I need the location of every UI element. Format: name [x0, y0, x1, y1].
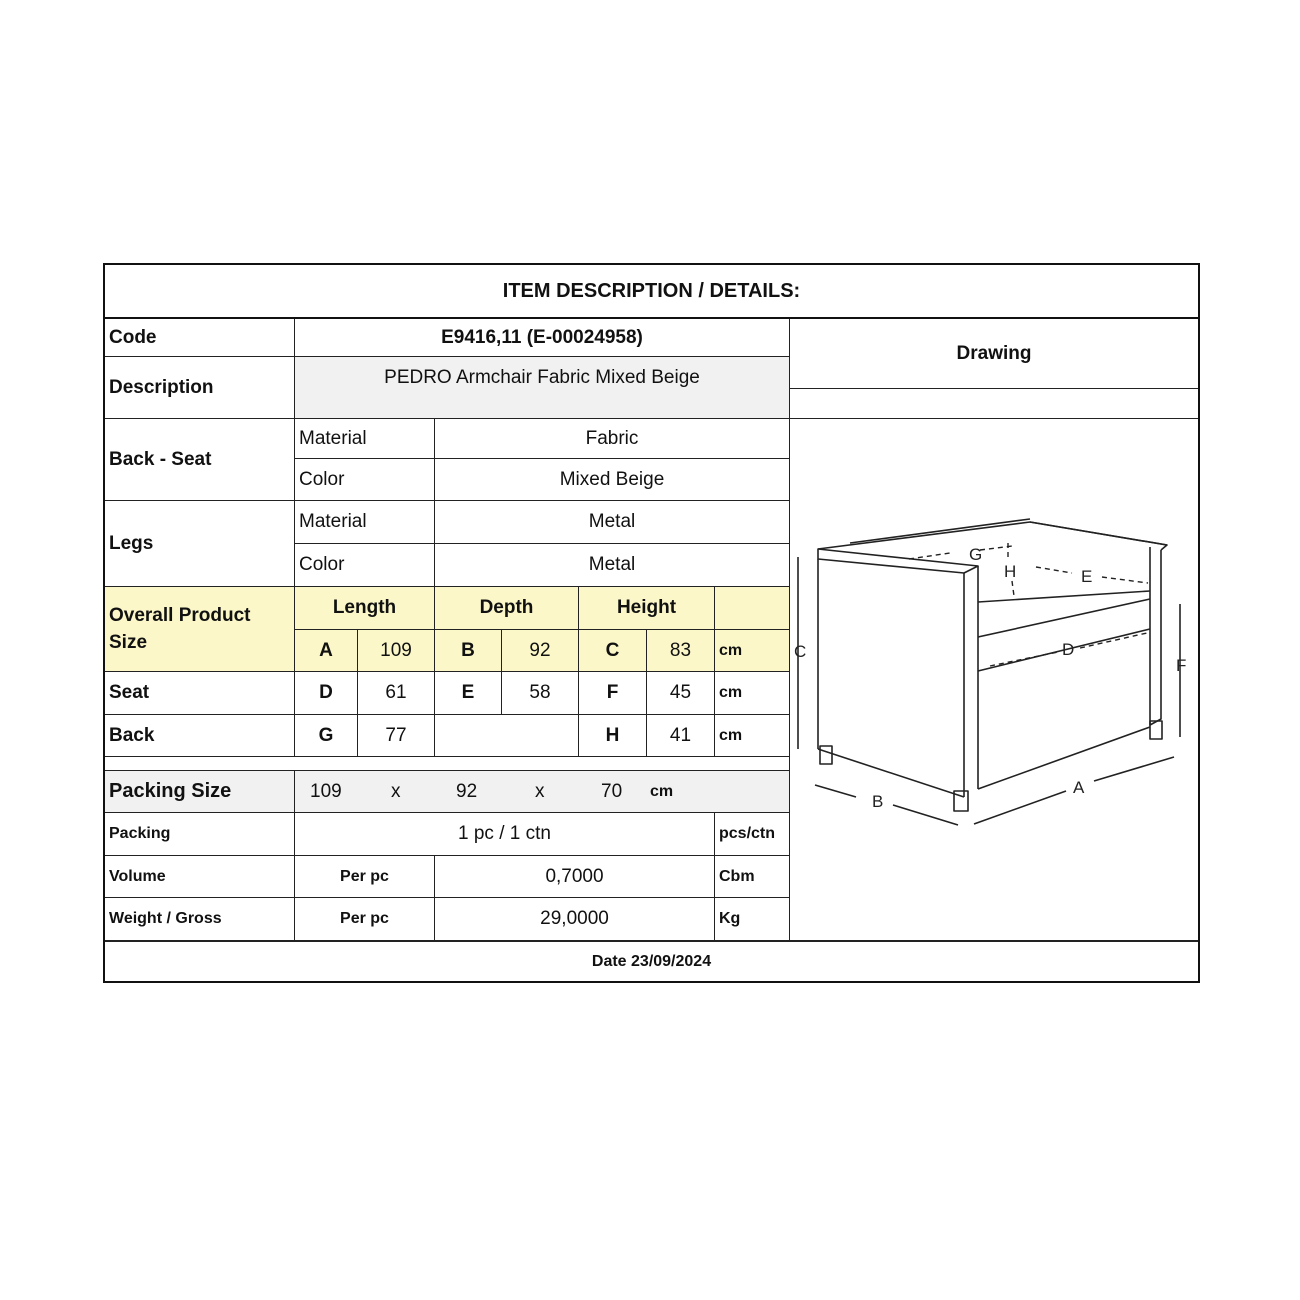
drawing-spacer: [790, 389, 1198, 419]
backrest-inner-edge: [850, 519, 1030, 543]
volume-unit: Cbm: [715, 856, 790, 898]
overall-c-value: 83: [647, 630, 715, 672]
left-arm-top: [818, 549, 978, 573]
overall-a-value: 109: [358, 630, 435, 672]
back-seat-label: Back - Seat: [105, 419, 295, 501]
overall-a-letter: A: [295, 630, 358, 672]
drawing-letter-f: F: [1176, 656, 1187, 675]
length-header: Length: [295, 587, 435, 630]
volume-value: 0,7000: [435, 856, 715, 898]
armchair-diagram: [790, 419, 1198, 941]
table-spacer: [105, 757, 790, 771]
seat-d-value: 61: [358, 672, 435, 715]
code-label: Code: [105, 319, 295, 357]
back-h-letter: H: [579, 715, 647, 757]
armchair-drawing: [790, 419, 1198, 941]
weight-per: Per pc: [295, 898, 435, 941]
left-front-leg: [820, 746, 832, 764]
back-seat-material-label: Material: [295, 419, 435, 459]
packing-size-depth: 92: [456, 780, 478, 802]
back-g-value: 77: [358, 715, 435, 757]
seat-f-value: 45: [647, 672, 715, 715]
seat-unit: cm: [715, 672, 790, 715]
description-label: Description: [105, 357, 295, 419]
height-header: Height: [579, 587, 715, 630]
dim-g-line-1: [909, 553, 950, 559]
dim-e-line-2: [1102, 577, 1148, 583]
sheet-title: ITEM DESCRIPTION / DETAILS:: [105, 265, 1198, 319]
packing-size-length: 109: [310, 780, 342, 802]
code-value: E9416,11 (E-00024958): [295, 319, 790, 357]
seat-d-letter: D: [295, 672, 358, 715]
volume-per: Per pc: [295, 856, 435, 898]
drawing-letter-d: D: [1062, 640, 1075, 659]
bottom-front-edge: [818, 749, 964, 797]
volume-label: Volume: [105, 856, 295, 898]
seat-label: Seat: [105, 672, 295, 715]
legs-material: Metal: [435, 501, 790, 544]
back-seat-material: Fabric: [435, 419, 790, 459]
weight-label: Weight / Gross: [105, 898, 295, 941]
drawing-letter-e: E: [1081, 567, 1093, 586]
drawing-letter-g: G: [969, 545, 983, 564]
legs-color-label: Color: [295, 544, 435, 587]
packing-size-values: [295, 771, 790, 813]
seat-f-letter: F: [579, 672, 647, 715]
seat-e-value: 58: [502, 672, 579, 715]
drawing-letter-c: C: [794, 642, 807, 661]
back-seat-color: Mixed Beige: [435, 459, 790, 501]
seat-front-top: [978, 599, 1150, 637]
overall-b-value: 92: [502, 630, 579, 672]
bottom-side-edge: [978, 727, 1150, 789]
drawing-letter-a: A: [1073, 778, 1085, 797]
overall-size-label: Overall Product Size: [105, 587, 295, 672]
back-h-value: 41: [647, 715, 715, 757]
date-footer: Date 23/09/2024: [105, 941, 1198, 981]
packing-size-height: 70: [601, 780, 623, 802]
legs-label: Legs: [105, 501, 295, 587]
packing-label: Packing: [105, 813, 295, 856]
packing-unit: pcs/ctn: [715, 813, 790, 856]
spec-sheet: [103, 263, 1200, 983]
dim-d-line-2: [1080, 633, 1147, 648]
dim-g-line-2: [980, 546, 1012, 550]
depth-header: Depth: [435, 587, 579, 630]
overall-c-letter: C: [579, 630, 647, 672]
legs-color: Metal: [435, 544, 790, 587]
packing-value: 1 pc / 1 ctn: [295, 813, 715, 856]
drawing-letter-h: H: [1004, 562, 1017, 581]
weight-unit: Kg: [715, 898, 790, 941]
back-seat-color-label: Color: [295, 459, 435, 501]
overall-header-blank: [715, 587, 790, 630]
dim-b-line-1: [815, 785, 856, 797]
description-value: PEDRO Armchair Fabric Mixed Beige: [295, 357, 790, 419]
seat-e-letter: E: [435, 672, 502, 715]
weight-value: 29,0000: [435, 898, 715, 941]
right-arm-side: [1150, 547, 1161, 725]
back-label: Back: [105, 715, 295, 757]
right-arm-top: [1030, 522, 1167, 550]
dim-h-line-2: [1012, 581, 1014, 596]
seat-back-line: [978, 591, 1150, 602]
packing-size-label: Packing Size: [105, 771, 295, 813]
packing-size-x1: x: [391, 780, 401, 802]
dim-a-line-1: [974, 791, 1066, 824]
overall-b-letter: B: [435, 630, 502, 672]
dim-e-line-1: [1036, 567, 1072, 573]
legs-material-label: Material: [295, 501, 435, 544]
packing-size-x2: x: [535, 780, 545, 802]
overall-unit: cm: [715, 630, 790, 672]
dim-a-line-2: [1094, 757, 1174, 781]
drawing-letter-b: B: [872, 792, 884, 811]
back-blank: [435, 715, 579, 757]
drawing-label: Drawing: [790, 319, 1198, 389]
dim-b-line-2: [893, 805, 958, 825]
back-g-letter: G: [295, 715, 358, 757]
packing-size-unit: cm: [650, 782, 674, 800]
back-unit: cm: [715, 715, 790, 757]
